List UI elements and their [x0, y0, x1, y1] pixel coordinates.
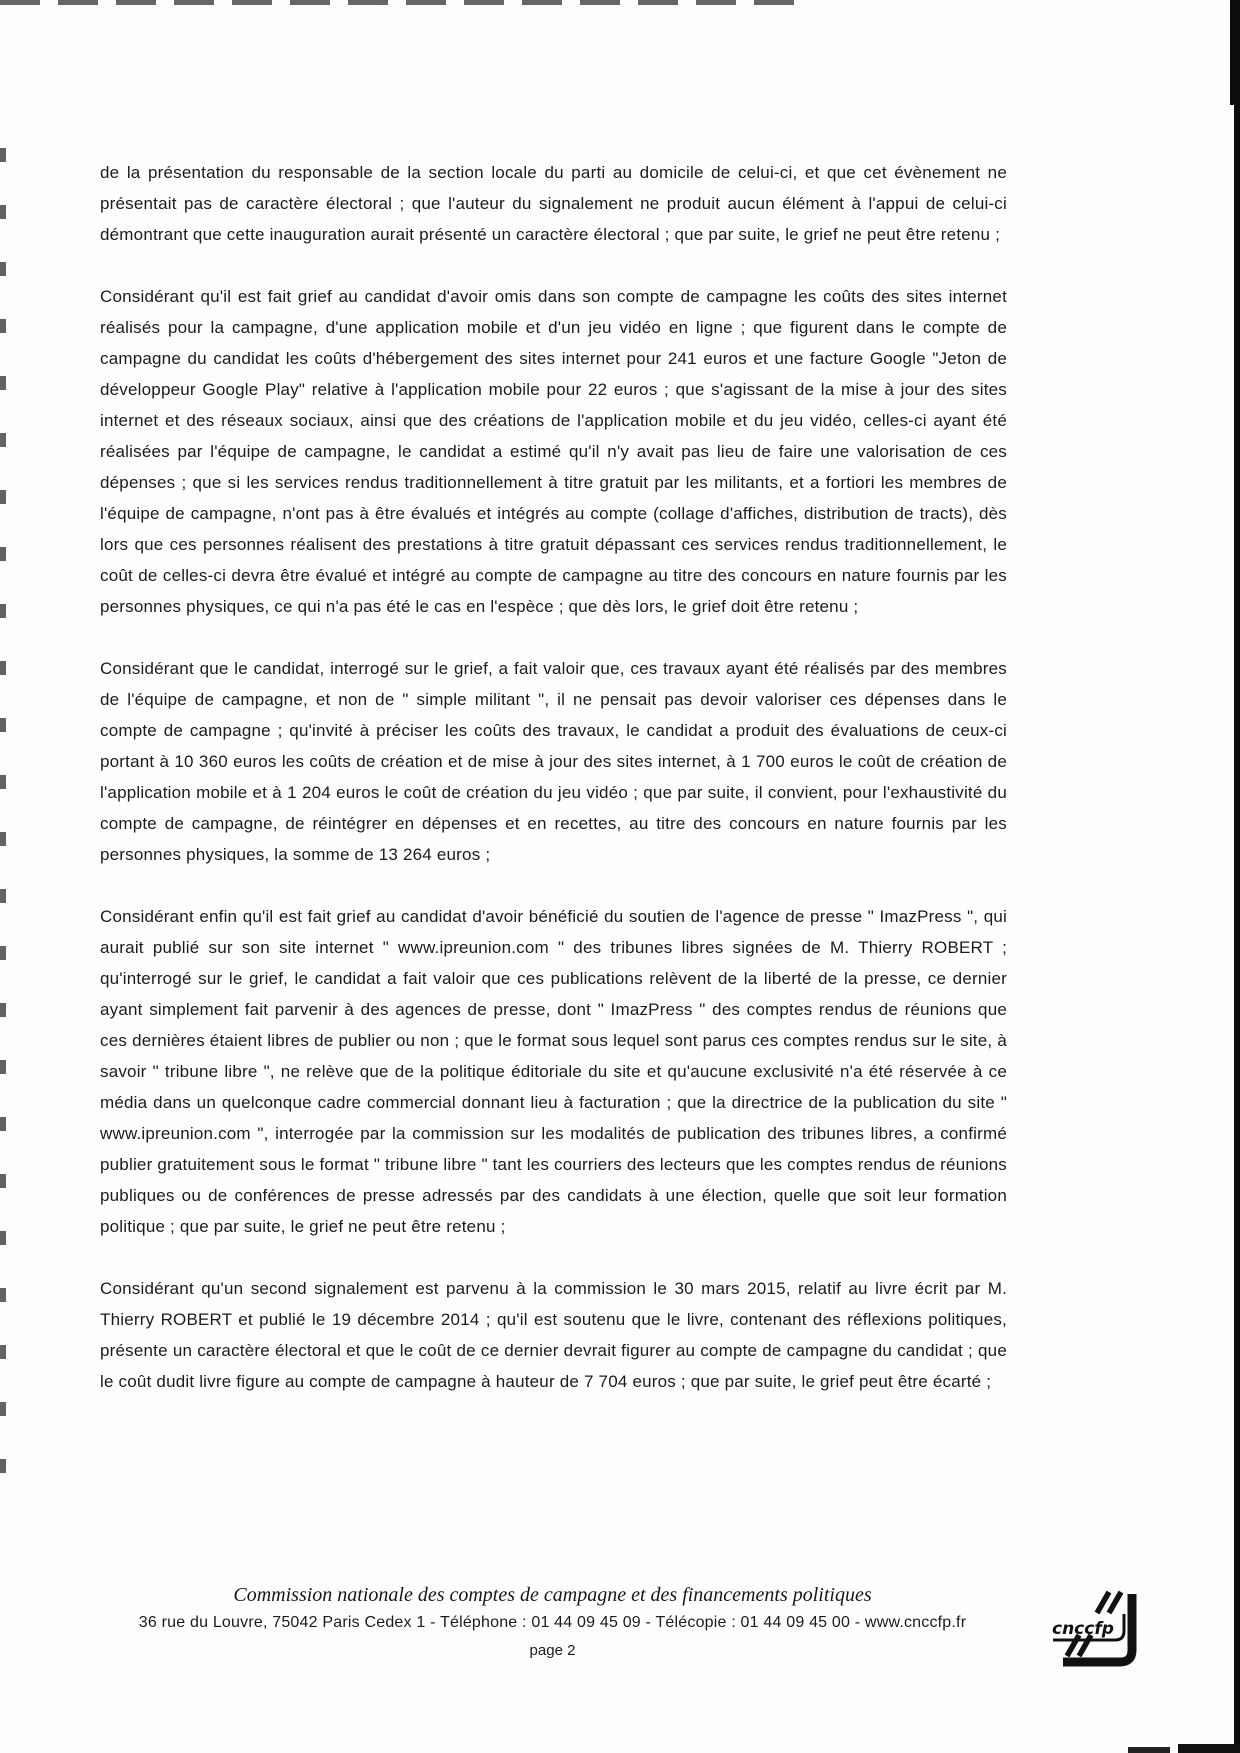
cnccfp-logo [1050, 1588, 1145, 1673]
footer-organization-name: Commission nationale des comptes de campagne et des financements politiques [233, 1584, 872, 1606]
paragraph: de la présentation du responsable de la section locale du parti au domicile de celui-ci, et que cet évènement ne présentait pas de caractère électoral ; que l'auteur du signalement ne produit aucun élément à l'appui de celui-ci démontrant que cette inauguration aurait présenté un caractère électoral ; que par suite, le grief ne peut être retenu ; [100, 163, 1007, 244]
cnccfp-logo-graphic [1050, 1588, 1145, 1673]
page-number: page 2 [529, 1642, 576, 1659]
scan-artifact-bottom-mark [1128, 1747, 1170, 1753]
scan-artifact-right-edge-top [1230, 0, 1240, 105]
paragraph: Considérant qu'il est fait grief au candidat d'avoir omis dans son compte de campagne les coûts des sites internet réalisés pour la campagne, d'une application mobile et d'un jeu vidéo en ligne ; que figurent dans le compte de campagne du candidat les coûts d'hébergement des sites internet pour 241 euros et une facture Google "Jeton de développeur Google Play" relative à l'application mobile pour 22 euros ; que s'agissant de la mise à jour des sites internet et des réseaux sociaux, ainsi que des créations de l'application mobile et du jeu vidéo, celles-ci ayant été réalisées par l'équipe de campagne, le candidat a estimé qu'il n'y avait pas lieu de faire une valorisation de ces dépenses ; que si les services rendus traditionnellement à titre gratuit par les militants, et a fortiori les membres de l'équipe de campagne, n'ont pas à être évalués et intégrés au compte (collage d'affiches, distribution de tracts), dès lors que ces personnes réalisent des prestations à titre gratuit dépassant ces services rendus traditionnellement, le coût de celles-ci devra être évalué et intégré au compte de campagne au titre des concours en nature fournis par les personnes physiques, ce qui n'a pas été le cas en l'espèce ; que dès lors, le grief doit être retenu ; [100, 287, 1007, 616]
logo-wordmark: cnccfp [1052, 1619, 1114, 1639]
scan-artifact-left-dashes [0, 148, 6, 1493]
document-footer [95, 1582, 1010, 1664]
paragraph: Considérant que le candidat, interrogé sur le grief, a fait valoir que, ces travaux ayant été réalisés par des membres de l'équipe de campagne, et non de " simple militant ", il ne pensait pas devoir valoriser ces dépenses dans le compte de campagne ; qu'invité à préciser les coûts des travaux, le candidat a produit des évaluations de ceux-ci portant à 10 360 euros les coûts de création et de mise à jour des sites internet, à 1 700 euros le coût de création de l'application mobile et à 1 204 euros le coût de création du jeu vidéo ; que par suite, il convient, pour l'exhaustivité du compte de campagne, de réintégrer en dépenses et en recettes, au titre des concours en nature fournis par les personnes physiques, la somme de 13 264 euros ; [100, 659, 1007, 864]
paragraph: Considérant qu'un second signalement est parvenu à la commission le 30 mars 2015, relatif au livre écrit par M. Thierry ROBERT et publié le 19 décembre 2014 ; qu'il est soutenu que le livre, contenant des réflexions politiques, présente un caractère électoral et que le coût de ce dernier devrait figurer au compte de campagne du candidat ; que le coût dudit livre figure au compte de campagne à hauteur de 7 704 euros ; que par suite, le grief peut être écarté ; [100, 1279, 1007, 1391]
paragraph: Considérant enfin qu'il est fait grief au candidat d'avoir bénéficié du soutien de l'agence de presse " ImazPress ", qui aurait publié sur son site internet " www.ipreunion.com " des tribunes libres signées de M. Thierry ROBERT ; qu'interrogé sur le grief, le candidat a fait valoir que ces publications relèvent de la liberté de la presse, ce dernier ayant simplement fait parvenir à des agences de presse, dont " ImazPress " des comptes rendus de réunions que ces dernières étaient libres de publier ou non ; que le format sous lequel sont parus ces comptes rendus sur le site, à savoir " tribune libre ", ne relève que de la politique éditoriale du site et qu'aucune exclusivité n'a été réservée à ce média dans un quelconque cadre commercial donnant lieu à facturation ; que la directrice de la publication du site " www.ipreunion.com ", interrogée par la commission sur les modalités de publication des tribunes libres, a confirmé publier gratuitement sous le format " tribune libre " tant les courriers des lecteurs que les comptes rendus de réunions publiques ou de conférences de presse adressés par des candidats à une élection, quelle que soit leur formation politique ; que par suite, le grief ne peut être retenu ; [100, 907, 1007, 1236]
document-body [100, 157, 1007, 1428]
footer-address-line: 36 rue du Louvre, 75042 Paris Cedex 1 - Téléphone : 01 44 09 45 09 - Télécopie : 01 44 09 45 00 - www.cnccfp.fr [138, 1614, 967, 1631]
logo-top-slashes [1097, 1592, 1121, 1613]
scan-artifact-right-edge [1234, 0, 1240, 1753]
scan-artifact-bottom-mark [1178, 1744, 1240, 1753]
scan-artifact-top-dashes [0, 0, 810, 5]
